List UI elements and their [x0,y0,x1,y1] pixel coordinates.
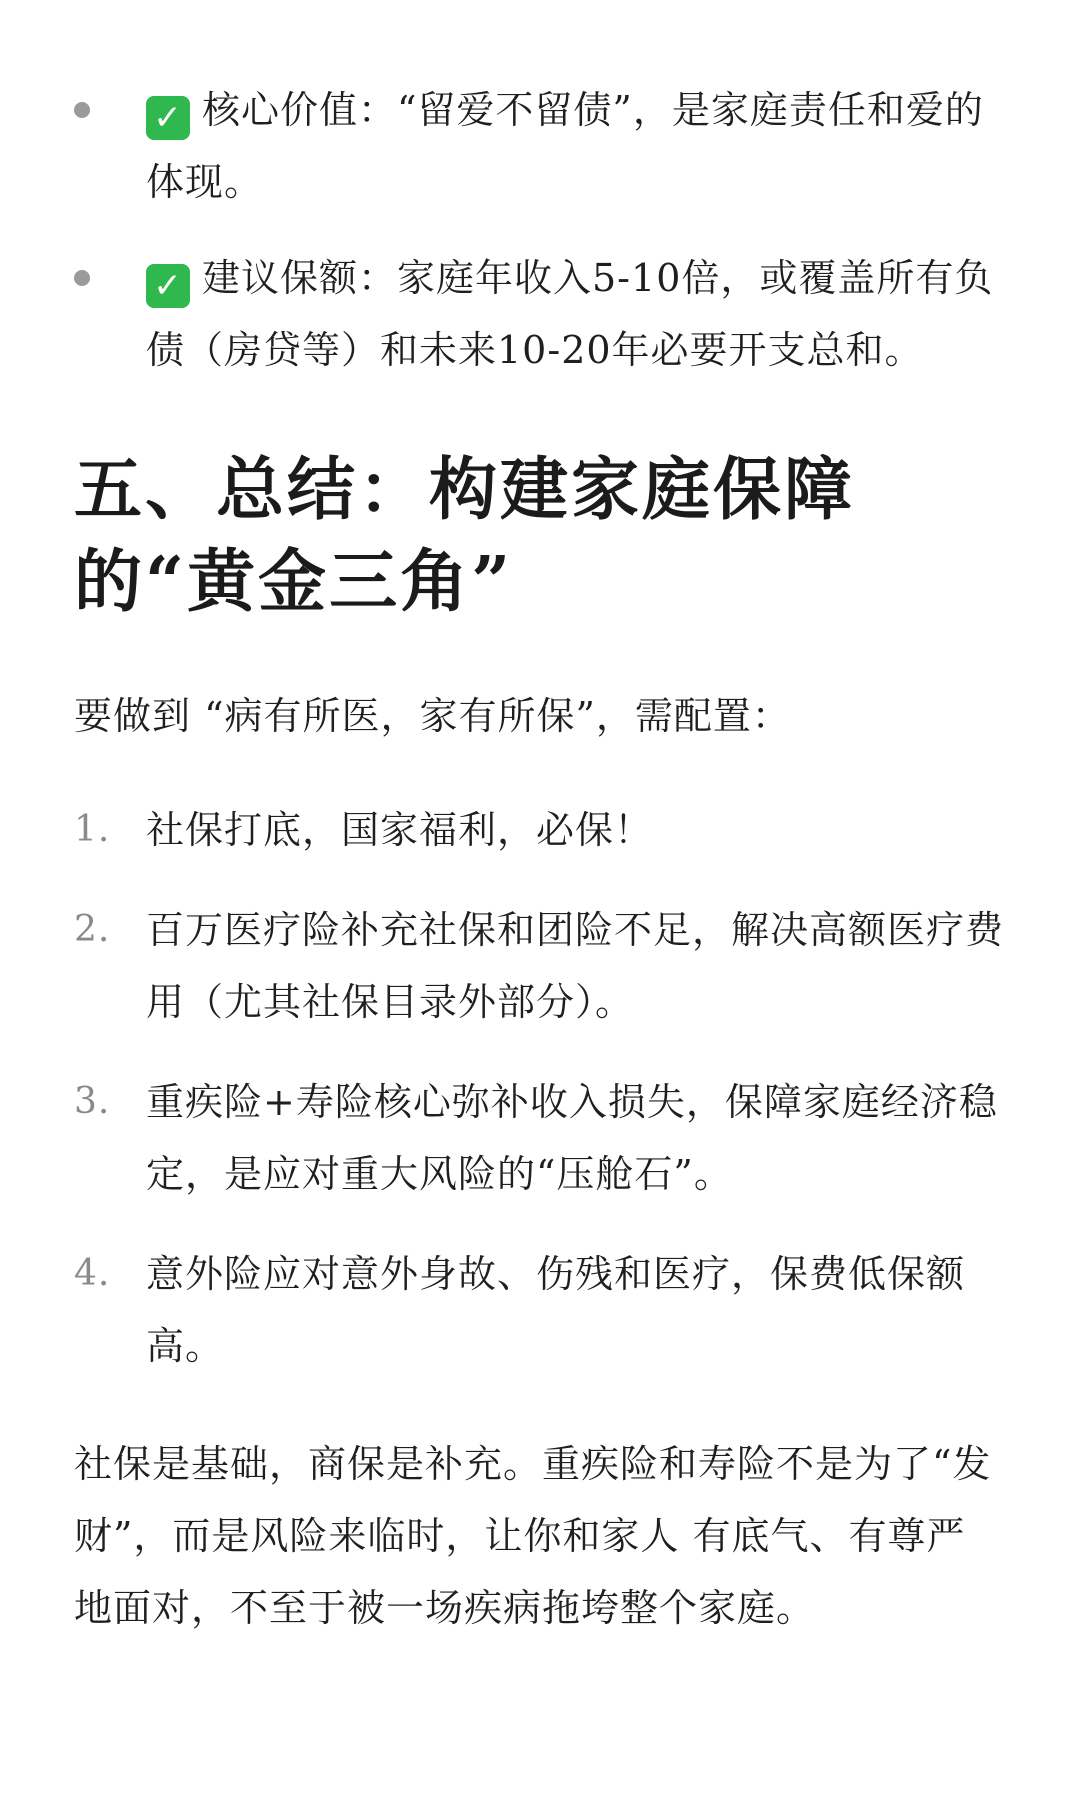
list-item [74,1066,1010,1210]
list-item [74,894,1010,1038]
check-mark-icon: ✓ [146,96,190,140]
section-title-line: 的“黄金三角” [74,542,514,622]
bullet-text: 核心价值：“留爱不留债”，是家庭责任和爱的体现。 [146,88,984,204]
bullet-dot-icon [74,102,90,118]
section-title [74,444,1010,628]
summary-paragraph: 社保是基础，商保是补充。重疾险和寿险不是为了“发财”，而是风险来临时，让你和家人 有底气、有尊严地面对，不至于被一场疾病拖垮整个家庭。 [74,1442,992,1630]
check-mark-icon: ✓ [146,264,190,308]
bullet-list [74,74,1010,386]
section-title-line: 五、总结：构建家庭保障 [74,450,856,530]
list-number: 4. [74,1253,111,1294]
list-item [74,242,1010,386]
intro-paragraph: 要做到 “病有所医，家有所保”，需配置： [74,694,791,738]
bullet-dot-icon [74,270,90,286]
numbered-list [74,794,1010,1382]
list-item [74,794,1010,866]
bullet-text: 建议保额：家庭年收入5-10倍，或覆盖所有负债（房贷等）和未来10-20年必要开支总和。 [146,256,994,372]
list-item-text: 社保打底，国家福利，必保！ [146,808,654,852]
list-item [74,74,1010,218]
list-number: 1. [74,809,111,850]
list-item [74,1238,1010,1382]
list-item-text: 百万医疗险补充社保和团险不足，解决高额医疗费用（尤其社保目录外部分）。 [146,908,1005,1024]
list-item-text: 意外险应对意外身故、伤残和医疗，保费低保额高。 [146,1252,966,1368]
list-number: 2. [74,909,111,950]
list-item-text: 重疾险+寿险核心弥补收入损失，保障家庭经济稳定，是应对重大风险的“压舱石”。 [146,1080,998,1196]
list-number: 3. [74,1081,111,1122]
